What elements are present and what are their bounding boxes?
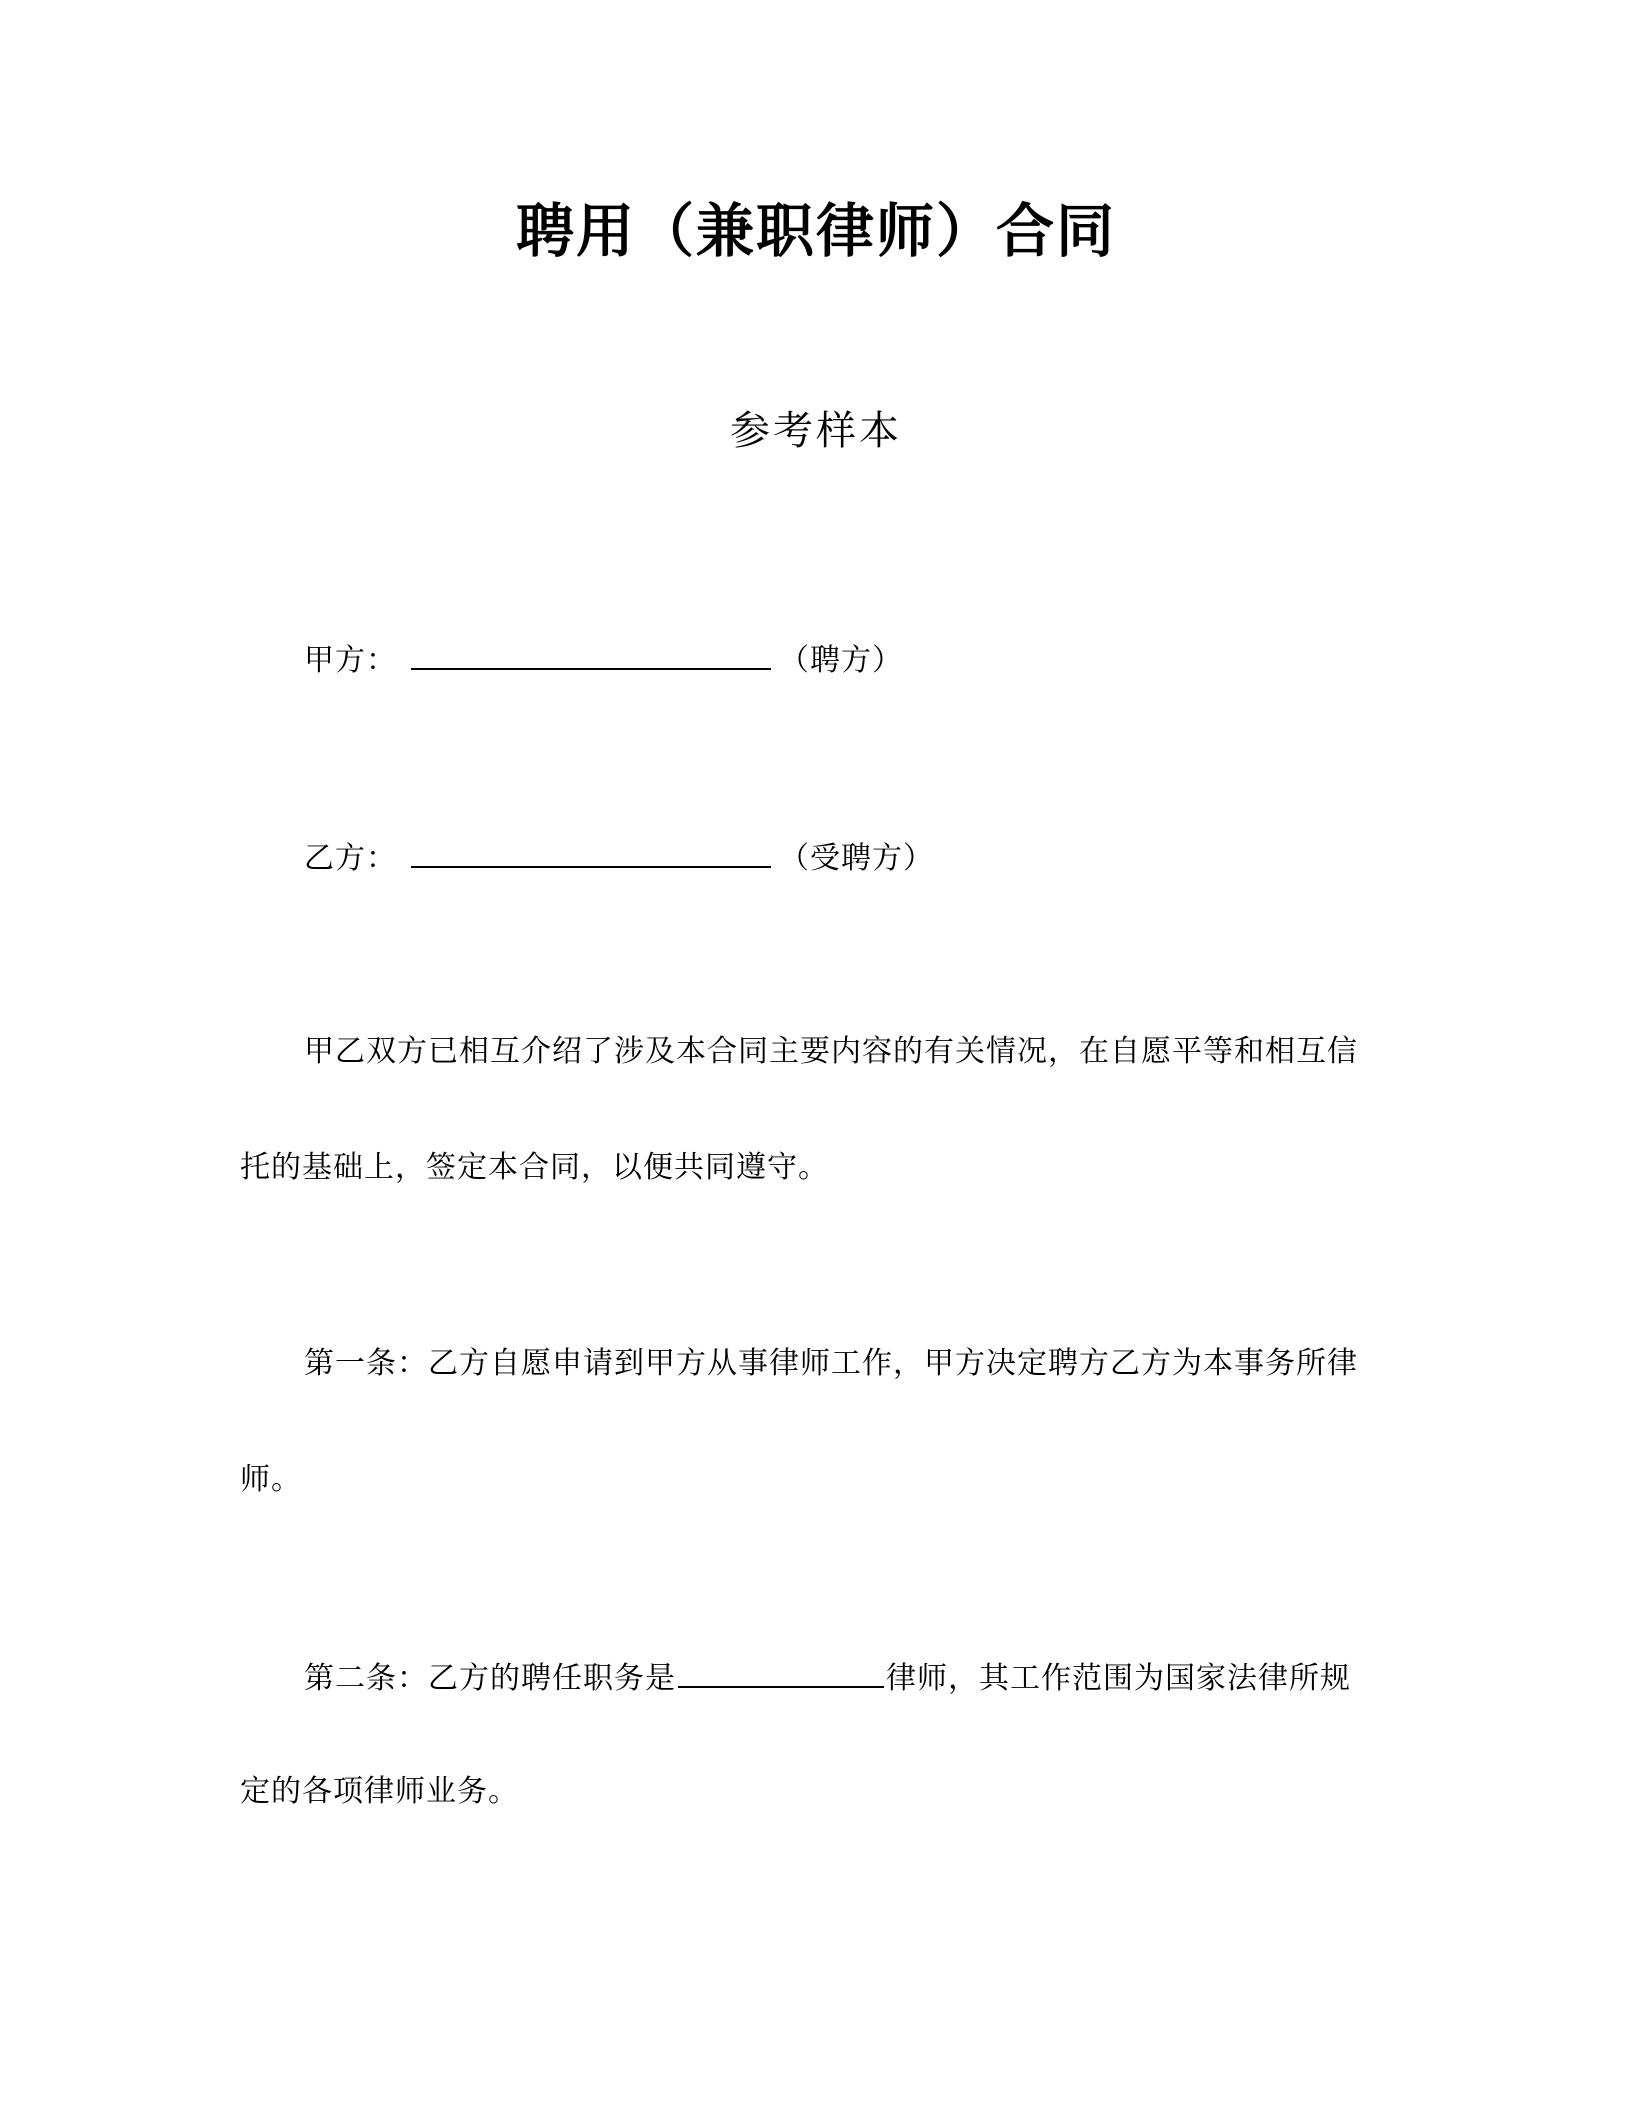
party-b-label: 乙方： (304, 841, 397, 876)
party-a-label: 甲方： (304, 643, 397, 678)
document-subtitle: 参考样本 (730, 408, 902, 454)
preamble-line-2: 托的基础上，签定本合同，以便共同遵守。 (240, 1150, 829, 1185)
party-a-blank-field (411, 638, 771, 670)
document-title: 聘用（兼职律师）合同 (515, 197, 1116, 265)
party-b-note: （受聘方） (779, 841, 934, 876)
article-2-position-blank-field (678, 1656, 884, 1688)
article-1-line-2: 师。 (240, 1462, 302, 1497)
article-2-text-after: 律师，其工作范围为国家法律所规 (886, 1661, 1351, 1696)
article-2-line-2: 定的各项律师业务。 (240, 1774, 519, 1809)
party-a-row (304, 638, 903, 681)
party-a-note: （聘方） (779, 643, 903, 678)
preamble-line-1: 甲乙双方已相互介绍了涉及本合同主要内容的有关情况，在自愿平等和相互信 (304, 1034, 1358, 1069)
article-1-line-1: 第一条：乙方自愿申请到甲方从事律师工作，甲方决定聘方乙方为本事务所律 (304, 1346, 1358, 1381)
article-2-text-before: 第二条：乙方的聘任职务是 (304, 1661, 676, 1696)
article-2-line-1 (304, 1656, 1351, 1699)
party-b-row (304, 836, 934, 879)
party-b-blank-field (411, 836, 771, 868)
